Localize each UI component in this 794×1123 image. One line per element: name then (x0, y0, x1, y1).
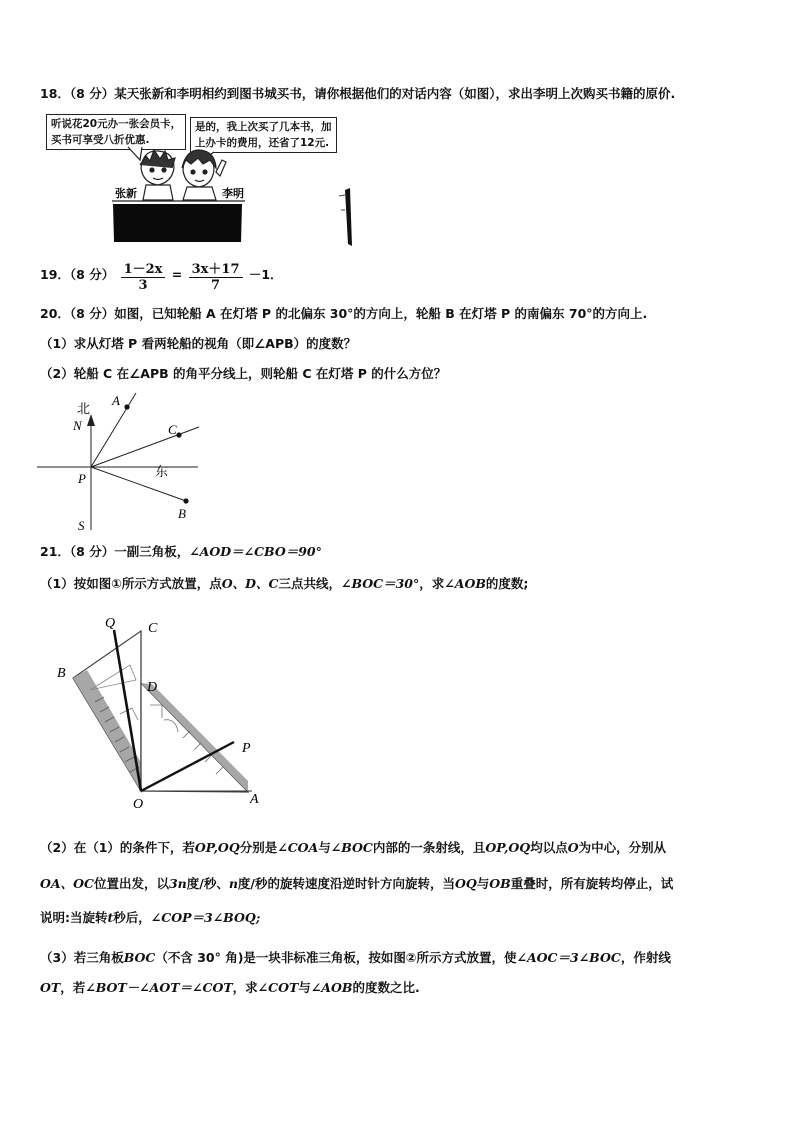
q19-rhs-num: 3x＋17 (189, 258, 243, 278)
q19-eq: = (171, 267, 183, 282)
label-A: A (112, 393, 120, 408)
q21-sub2-l2-f: 度/秒的旋转速度沿逆时针方向旋转，当 (237, 876, 455, 891)
speech-left-line2: 买书可享受八折优惠. (51, 134, 150, 146)
label-O: O (133, 797, 144, 812)
speech-right-line2: 上办卡的费用，还省了12元. (195, 137, 330, 149)
q21-sub2-l1-d: ∠COA (277, 840, 319, 855)
q21-sub2-l1-j: O (567, 840, 579, 855)
q21-sub2-l3-b: t (107, 910, 114, 925)
q21-sub1-d: ∠BOC＝30° (341, 576, 420, 591)
label-C: C (168, 422, 177, 437)
q21-sub2-l1-c: 分别是 (239, 840, 278, 855)
q21-sub3-l2-f: 与 (298, 980, 311, 995)
q20-sub2: （2）轮船 C 在∠APB 的角平分线上，则轮船 C 在灯塔 P 的什么方位？ (40, 366, 447, 381)
q21-sub2-l2-j: 重叠时，所有旋转均停止，试 (510, 876, 674, 891)
label-north: 北 (77, 401, 91, 416)
q21-sub3-l2-b: ，若 (60, 980, 86, 995)
label-P-q21: P (242, 741, 251, 756)
q21-sub2-l2-a: OA、OC (40, 876, 94, 891)
label-S: S (78, 518, 85, 533)
q21-sub1-b: O、D、C (221, 576, 279, 591)
q21-sub2-l1-h: OP,OQ (485, 840, 531, 855)
q21-sub3-l1-c: （不含 30° 角)是一块非标准三角板，按如图②所示方式放置，使 (155, 950, 517, 965)
q21-sub3-l2-h: 的度数之比. (352, 980, 420, 995)
label-Q: Q (105, 616, 116, 631)
q19-rhs-tail: －1． (248, 267, 283, 282)
q21-sub3-l2-c: ∠BOT－∠AOT＝∠COT (85, 980, 233, 995)
q21-sub3-l1-b: BOC (123, 950, 156, 965)
q21-sub2-l2-g: OQ (455, 876, 477, 891)
q21-sub2-l2-i: OB (489, 876, 511, 891)
q21-sub2-l1-i: 均以点 (530, 840, 568, 855)
label-A-q21: A (250, 792, 259, 807)
speech-right-line1: 是的，我上次买了几本书，加 (195, 121, 332, 133)
label-C-q21: C (148, 621, 158, 636)
q20-text: 20．（8 分）如图，已知轮船 A 在灯塔 P 的北偏东 30°的方向上，轮船 B 在灯塔 P 的南偏东 70°的方向上. (40, 306, 648, 321)
q21-sub1-c: 三点共线， (278, 576, 341, 591)
q21-sub1-e: ，求 (419, 576, 445, 591)
q21-sub3-l2-g: ∠AOB (310, 980, 353, 995)
q21-sub2-l2-e: n (228, 876, 238, 891)
q21-sub2-l2-d: 度/秒、 (186, 876, 229, 891)
q21-sub2-l3-c: 秒后， (113, 910, 151, 925)
q21-sub3-line1 (40, 948, 671, 966)
q21-sub2-l1-g: 内部的一条射线，且 (372, 840, 486, 855)
q21-sub2-l1-b: OP,OQ (194, 840, 240, 855)
q19-rhs-den: 7 (211, 278, 221, 293)
q21-sub2-l3-d: ∠COP＝3∠BOQ; (150, 910, 261, 925)
label-N: N (73, 418, 82, 433)
q21-head-math: ∠AOD＝∠CBO＝90° (189, 544, 322, 559)
label-B-q21: B (57, 666, 66, 681)
q21-sub3-l2-d: ，求 (232, 980, 258, 995)
q21-sub1-a: （1）按如图①所示方式放置，点 (40, 576, 222, 591)
q21-sub2-l1-f: ∠BOC (330, 840, 373, 855)
q21-sub3-l1-a: （3）若三角板 (40, 950, 124, 965)
q21-sub2-l1-a: （2）在（1）的条件下，若 (40, 840, 195, 855)
label-P: P (78, 471, 86, 486)
q21-sub3-l1-d: ∠AOC＝3∠BOC (516, 950, 621, 965)
q21-sub3-l2-e: ∠COT (257, 980, 299, 995)
q19-lhs-den: 3 (138, 278, 148, 293)
q21-sub3-line2 (40, 978, 420, 996)
q20-sub1: （1）求从灯塔 P 看两轮船的视角（即∠APB）的度数？ (40, 336, 357, 351)
q18-text: 18．（8 分）某天张新和李明相约到图书城买书，请你根据他们的对话内容（如图），求出李明上次购买书籍的原价. (40, 86, 676, 101)
q19-lhs-num: 1－2x (121, 258, 166, 278)
q21-sub1-f: ∠AOB (444, 576, 486, 591)
q21-sub1-g: 的度数; (485, 576, 529, 591)
q21-sub2-l2-h: 与 (476, 876, 490, 891)
label-D: D (147, 680, 158, 695)
q21-sub2-line1 (40, 838, 666, 856)
q21-sub2-l1-k: 为中心，分别从 (578, 840, 667, 855)
q21-sub2-l2-c: 3n (168, 876, 187, 891)
q19-prefix: 19．（8 分） (40, 267, 115, 282)
q21-sub2-line3 (40, 908, 260, 926)
speech-left-line1: 听说花20元办一张会员卡， (51, 118, 182, 130)
q21-sub2-l1-e: 与 (318, 840, 331, 855)
q21-sub3-l1-e: ，作射线 (620, 950, 671, 965)
q21-sub2-l2-b: 位置出发，以 (93, 876, 169, 891)
q21-head-prefix: 21．（8 分）一副三角板， (40, 544, 190, 559)
name-liming: 李明 (222, 188, 244, 200)
q21-sub3-l2-a: OT (40, 980, 61, 995)
label-east: 东 (155, 464, 169, 479)
q21-sub2-line2 (40, 874, 673, 892)
label-B: B (178, 506, 186, 521)
q21-sub2-l3-a: 说明:当旋转 (40, 910, 108, 925)
name-zhangxin: 张新 (115, 188, 137, 200)
